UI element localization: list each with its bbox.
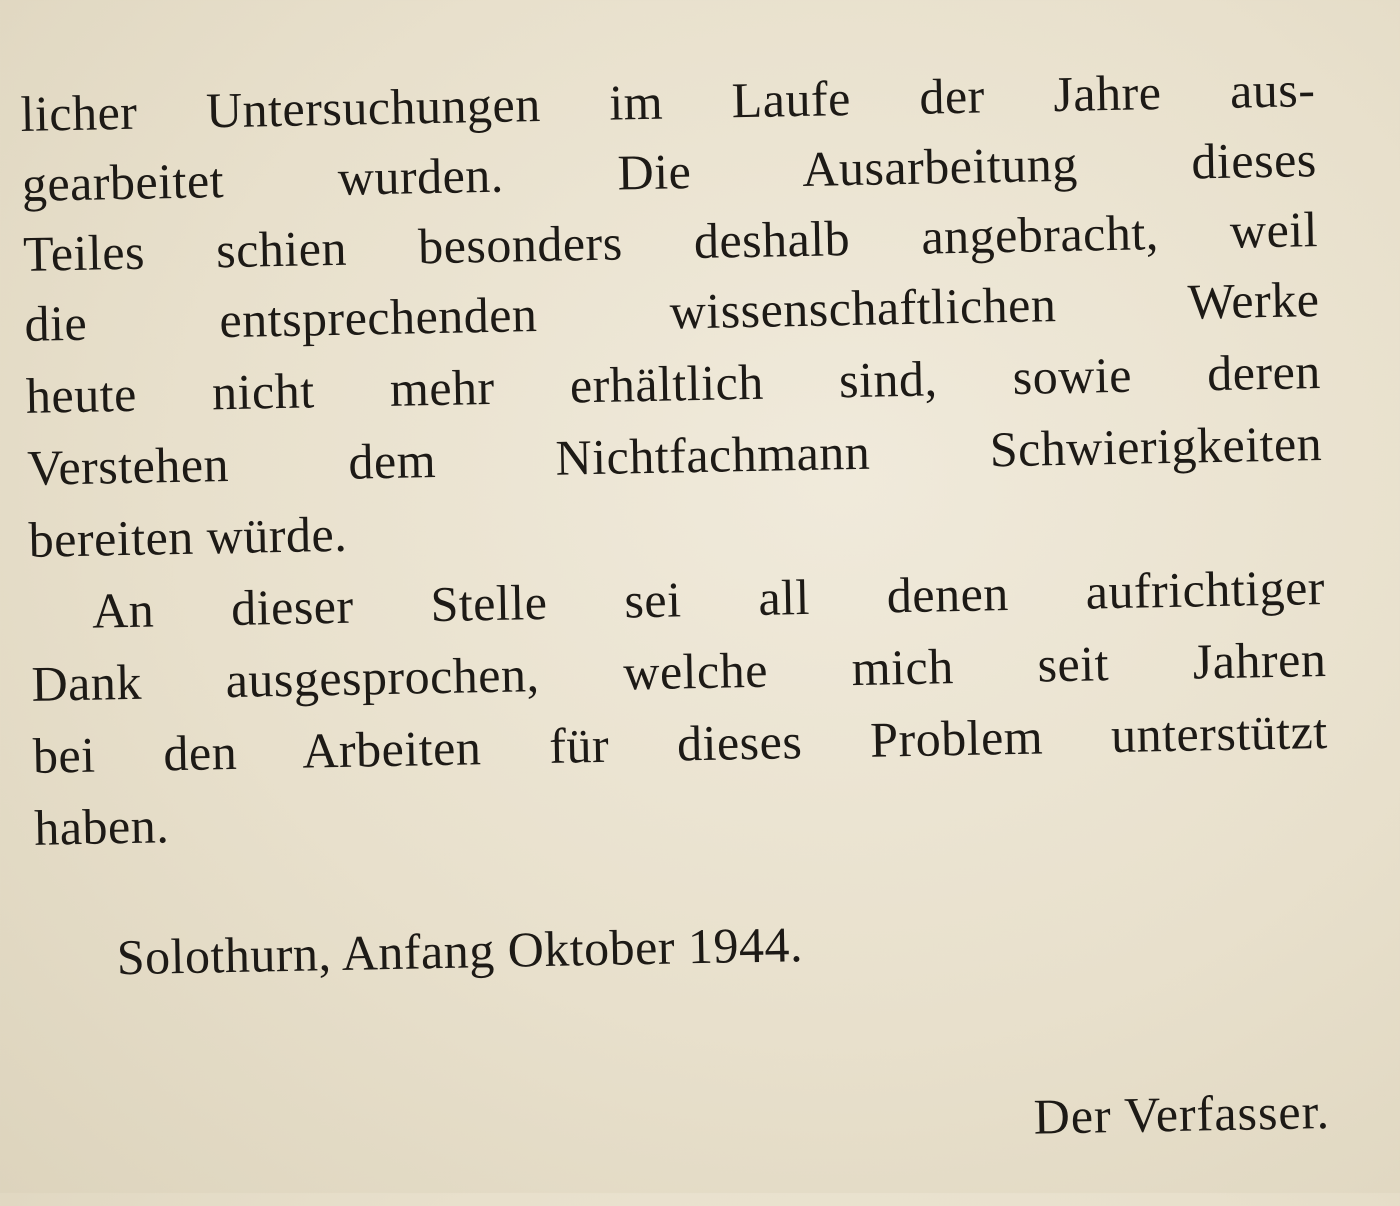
text-line: haben.: [33, 797, 170, 856]
text-line: die entsprechenden wissenschaftlichen Werke: [24, 271, 1320, 352]
text-line: heute nicht mehr erhältlich sind, sowie deren: [25, 343, 1322, 424]
text-line: licher Untersuchungen im Laufe der Jahre aus-: [20, 61, 1316, 142]
text-line: bereiten würde.: [28, 505, 348, 568]
text-line: Verstehen dem Nichtfachmann Schwierigkeiten: [26, 415, 1323, 496]
text-line: Teiles schien besonders deshalb angebracht, weil: [22, 201, 1319, 282]
signature: Der Verfasser.: [1033, 1083, 1331, 1145]
paragraph-1: [0, 0, 1388, 568]
text-line: Dank ausgesprochen, welche mich seit Jahren: [30, 630, 1327, 712]
text-line: An dieser Stelle sei all denen aufrichtiger: [91, 559, 1326, 639]
text-line: bei den Arbeiten für dieses Problem unterstützt: [32, 702, 1329, 784]
place-date: Solothurn, Anfang Oktober 1944.: [116, 916, 804, 986]
text-line: gearbeitet wurden. Die Ausarbeitung dieses: [21, 131, 1318, 212]
